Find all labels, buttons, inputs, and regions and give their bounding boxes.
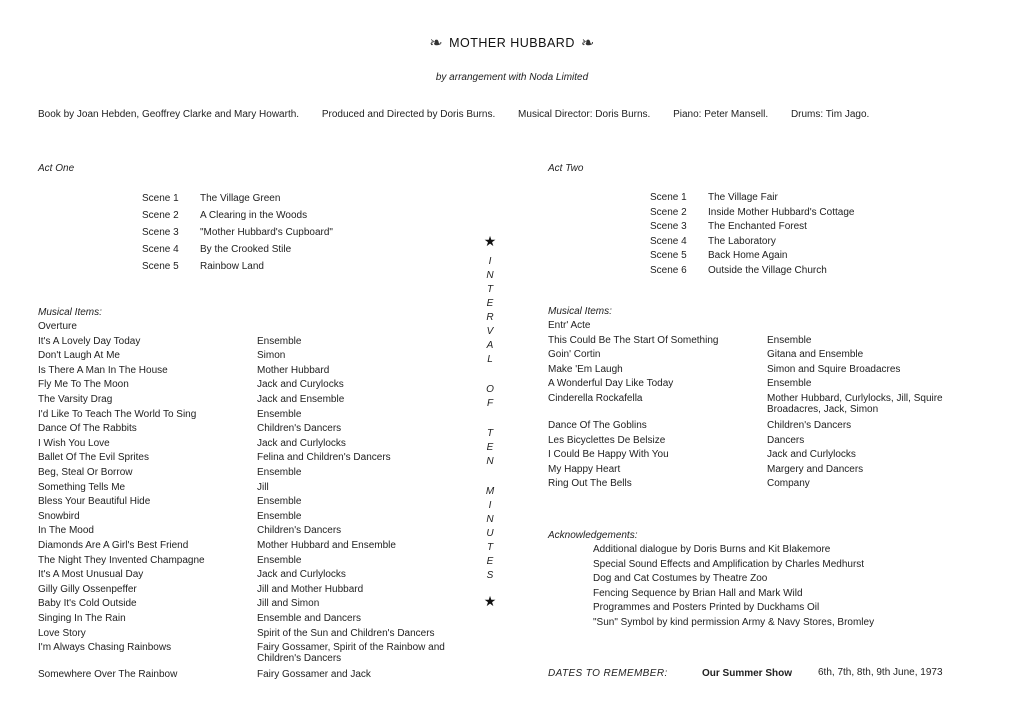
song-performer: Children's Dancers [767, 420, 852, 431]
song-title: I'm Always Chasing Rainbows [38, 642, 172, 654]
song-performer: Simon and Squire Broadacres [767, 363, 901, 375]
scene-name: The Enchanted Forest [708, 221, 807, 233]
song-performer: Ensemble [767, 334, 812, 346]
interval-letter: M [485, 486, 495, 497]
act-two-musical-heading: Musical Items: [548, 306, 612, 317]
leaf-icon: ❧ [580, 35, 595, 52]
interval-letter: N [486, 456, 494, 467]
song-title: I'd Like To Teach The World To Sing [38, 408, 197, 420]
song-title: I Could Be Happy With You [548, 449, 669, 461]
acknowledgements-heading: Acknowledgements: [548, 530, 638, 541]
scene-name: The Village Green [200, 193, 281, 204]
dates-label: DATES TO REMEMBER: [548, 668, 668, 679]
song-performer: Jack and Curlylocks [257, 569, 346, 581]
song-performer: Jack and Curylocks [257, 379, 344, 391]
song-performer: Dancers [767, 434, 805, 446]
subtitle: by arrangement with Noda Limited [435, 72, 589, 83]
song-performer: Ensemble and Dancers [257, 613, 361, 624]
scene-name: Outside the Village Church [708, 265, 827, 276]
scene-row [650, 221, 807, 232]
interval-letter: T [486, 284, 494, 295]
summer-show-label: Our Summer Show [702, 668, 793, 679]
song-title: Baby It's Cold Outside [38, 598, 137, 610]
song-title: It's A Lovely Day Today [38, 335, 141, 347]
interval-letter: I [488, 256, 492, 267]
song-performer: Jill and Mother Hubbard [257, 583, 364, 595]
song-title: I Wish You Love [38, 437, 110, 449]
song-performer: Jack and Ensemble [257, 394, 345, 405]
scene-name: The Village Fair [708, 192, 778, 203]
song-performer: Ensemble [257, 408, 302, 420]
scene-label: Scene 3 [142, 227, 179, 238]
acknowledgement-item: Additional dialogue by Doris Burns and Kit Blakemore [593, 544, 831, 555]
interval-letter: S [486, 570, 494, 581]
song-title: Is There A Man In The House [38, 364, 168, 376]
interval-letter: R [486, 312, 494, 323]
scene-row [142, 244, 291, 255]
song-performer: Mother Hubbard, Curlylocks, Jill, Squire Broadacres, Jack, Simon [767, 393, 943, 415]
scene-label: Scene 4 [142, 244, 179, 255]
song-title: Gilly Gilly Ossenpeffer [38, 583, 137, 595]
scene-name: "Mother Hubbard's Cupboard" [200, 227, 333, 238]
song-title: This Could Be The Start Of Something [548, 334, 719, 346]
song-performer: Children's Dancers [257, 423, 342, 435]
interval-letter: A [486, 340, 494, 351]
song-title: Ballet Of The Evil Sprites [38, 452, 149, 464]
act-one-heading: Act One [38, 163, 75, 174]
acknowledgement-item: Dog and Cat Costumes by Theatre Zoo [593, 573, 768, 585]
interval-letter: E [486, 556, 494, 567]
scene-row [142, 193, 280, 204]
scene-name: Inside Mother Hubbard's Cottage [708, 206, 855, 218]
interval-letter: V [486, 326, 494, 337]
scene-row [142, 210, 307, 221]
song-performer: Mother Hubbard [257, 364, 330, 376]
scene-name: Rainbow Land [200, 261, 264, 272]
interval-letter: L [487, 354, 493, 365]
song-performer: Ensemble [257, 510, 302, 522]
song-title: Overture [38, 321, 77, 332]
song-performer: Jack and Curlylocks [767, 449, 856, 461]
song-title: Dance Of The Rabbits [38, 423, 137, 435]
credit-musical-director: Musical Director: Doris Burns. [518, 109, 651, 120]
song-performer: Mother Hubbard and Ensemble [257, 540, 396, 551]
song-title: Diamonds Are A Girl's Best Friend [38, 540, 189, 551]
interval-letter: I [488, 500, 492, 511]
credit-book: Book by Joan Hebden, Geoffrey Clarke and Mary Howarth. [38, 109, 300, 120]
song-performer: Spirit of the Sun and Children's Dancers [257, 627, 435, 639]
song-title: Fly Me To The Moon [38, 379, 129, 391]
scene-label: Scene 2 [650, 206, 687, 218]
song-performer: Fairy Gossamer, Spirit of the Rainbow and Children's Dancers [257, 642, 445, 665]
song-performer: Felina and Children's Dancers [257, 452, 391, 464]
song-performer: Children's Dancers [257, 525, 342, 537]
scene-label: Scene 3 [650, 221, 687, 233]
title-text: MOTHER HUBBARD [449, 36, 575, 50]
song-title: The Varsity Drag [38, 394, 113, 405]
programme-title [0, 33, 1024, 53]
song-performer: Ensemble [257, 554, 302, 566]
scene-row [650, 236, 776, 247]
scene-label: Scene 1 [142, 193, 179, 204]
star-icon: ★ [483, 233, 497, 249]
song-performer: Margery and Dancers [767, 463, 864, 475]
acknowledgement-item: Fencing Sequence by Brian Hall and Mark Wild [593, 587, 803, 599]
scene-name: A Clearing in the Woods [200, 210, 308, 221]
interval-letter: T [486, 542, 494, 553]
song-performer: Ensemble [257, 335, 302, 347]
credit-drums: Drums: Tim Jago. [790, 109, 870, 120]
song-title: Somewhere Over The Rainbow [38, 669, 178, 680]
scene-row [142, 227, 333, 238]
scene-row [650, 265, 827, 276]
interval-letter: U [486, 528, 494, 539]
scene-label: Scene 6 [650, 265, 687, 276]
interval-letter: F [486, 398, 494, 409]
interval-letter: T [486, 428, 494, 439]
act-one-musical-items [38, 321, 478, 691]
song-title: Beg, Steal Or Borrow [38, 467, 133, 478]
scene-row [650, 192, 778, 203]
song-title: The Night They Invented Champagne [38, 554, 205, 566]
song-performer: Fairy Gossamer and Jack [257, 669, 371, 680]
song-title: A Wonderful Day Like Today [548, 378, 674, 390]
song-title: Ring Out The Bells [548, 478, 632, 490]
song-title: Goin' Cortin [548, 349, 601, 361]
interval-letter: E [486, 442, 494, 453]
song-title: Snowbird [38, 510, 80, 522]
song-performer: Jill and Simon [257, 598, 320, 610]
song-performer: Company [767, 478, 810, 490]
acknowledgements-list [593, 544, 993, 634]
acknowledgement-item: "Sun" Symbol by kind permission Army & Navy Stores, Bromley [593, 617, 875, 628]
scene-label: Scene 5 [650, 250, 687, 262]
credit-piano: Piano: Peter Mansell. [673, 109, 769, 120]
star-icon: ★ [483, 593, 497, 609]
song-title: Don't Laugh At Me [38, 350, 120, 362]
leaf-icon: ❧ [429, 35, 444, 52]
song-performer: Ensemble [767, 378, 812, 390]
song-title: Cinderella Rockafella [548, 393, 643, 404]
scene-label: Scene 1 [650, 192, 687, 203]
song-title: Make 'Em Laugh [548, 363, 623, 375]
song-title: It's A Most Unusual Day [38, 569, 144, 581]
song-performer: Ensemble [257, 496, 302, 508]
song-title: Bless Your Beautiful Hide [38, 496, 151, 508]
credit-producer: Produced and Directed by Doris Burns. [321, 109, 496, 120]
interval-letter: N [486, 514, 494, 525]
song-performer: Gitana and Ensemble [767, 349, 864, 361]
interval-letter: E [486, 298, 494, 309]
scene-row [650, 250, 788, 261]
song-title: Dance Of The Goblins [548, 420, 647, 431]
scene-label: Scene 4 [650, 235, 687, 247]
scene-name: Back Home Again [708, 250, 788, 262]
scene-name: By the Crooked Stile [200, 244, 292, 255]
song-performer: Jill [257, 481, 269, 493]
song-title: Entr' Acte [548, 320, 591, 331]
interval-letter: O [486, 384, 494, 395]
acknowledgement-item: Programmes and Posters Printed by Duckhams Oil [593, 602, 820, 614]
summer-show-dates: 6th, 7th, 8th, 9th June, 1973 [818, 667, 943, 678]
scene-row [142, 261, 264, 272]
song-title: Love Story [38, 627, 86, 639]
acknowledgement-item: Special Sound Effects and Amplification by Charles Medhurst [593, 558, 865, 570]
interval-letter: N [486, 270, 494, 281]
song-title: Les Bicyclettes De Belsize [548, 434, 666, 446]
scene-label: Scene 5 [142, 261, 179, 272]
song-title: My Happy Heart [548, 463, 621, 475]
song-title: In The Mood [38, 525, 94, 537]
scene-row [650, 207, 854, 218]
song-performer: Jack and Curlylocks [257, 437, 346, 449]
song-performer: Simon [257, 350, 286, 362]
song-performer: Ensemble [257, 467, 302, 478]
act-two-musical-items [548, 320, 988, 500]
act-one-musical-heading: Musical Items: [38, 307, 102, 318]
scene-label: Scene 2 [142, 210, 179, 221]
credits-line [38, 109, 869, 120]
song-title: Something Tells Me [38, 481, 126, 493]
song-title: Singing In The Rain [38, 613, 126, 624]
scene-name: The Laboratory [708, 235, 776, 247]
act-two-heading: Act Two [548, 163, 584, 174]
